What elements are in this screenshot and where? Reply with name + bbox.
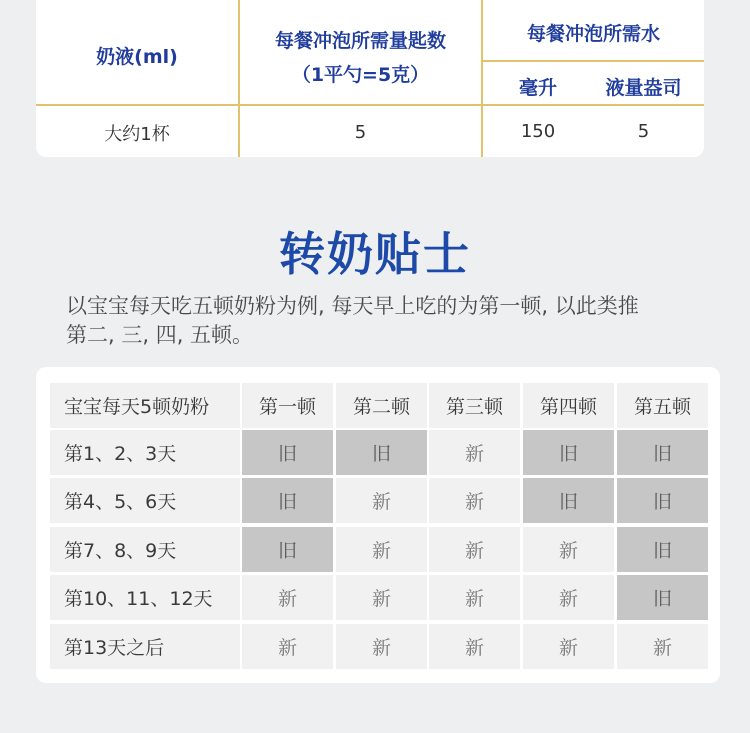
schedule-cell-new: 新 [429, 624, 520, 669]
feeding-table [36, 0, 704, 157]
schedule-header-meal: 第五顿 [617, 383, 708, 428]
schedule-header-meal: 第二顿 [336, 383, 427, 428]
schedule-cell-new: 新 [429, 527, 520, 572]
schedule-cell-new: 新 [242, 624, 333, 669]
schedule-cell-new: 新 [336, 624, 427, 669]
schedule-cell-old: 旧 [617, 478, 708, 523]
schedule-cell-new: 新 [523, 575, 614, 620]
schedule-cell-old: 旧 [523, 478, 614, 523]
schedule-header-meal: 第三顿 [429, 383, 520, 428]
schedule-cell-old: 旧 [523, 430, 614, 475]
schedule-cell-old: 旧 [336, 430, 427, 475]
schedule-cell-new: 新 [429, 478, 520, 523]
col-header-water: 每餐冲泡所需水 [526, 23, 660, 45]
feeding-table-divider [481, 60, 704, 62]
cell-ml: 150 [520, 121, 556, 142]
schedule-row-label: 第10、11、12天 [50, 575, 240, 620]
schedule-cell-new: 新 [617, 624, 708, 669]
tips-description [66, 292, 706, 350]
schedule-cell-new: 新 [429, 430, 520, 475]
schedule-cell-new: 新 [429, 575, 520, 620]
schedule-cell-old: 旧 [617, 430, 708, 475]
schedule-cell-new: 新 [336, 575, 427, 620]
schedule-cell-old: 旧 [242, 527, 333, 572]
schedule-header-meal: 第一顿 [242, 383, 333, 428]
schedule-row-label: 第1、2、3天 [50, 430, 240, 475]
col-header-milk-volume: 奶液(ml) [96, 46, 178, 68]
feeding-table-divider [36, 104, 704, 106]
schedule-row-label: 第4、5、6天 [50, 478, 240, 523]
schedule-cell-old: 旧 [617, 575, 708, 620]
schedule-cell-new: 新 [336, 478, 427, 523]
tips-description-line: 第二, 三, 四, 五顿。 [66, 323, 254, 347]
schedule-cell-old: 旧 [242, 478, 333, 523]
col-header-scoops: 每餐冲泡所需量匙数 [274, 30, 446, 52]
cell-amount: 大约1杯 [104, 124, 170, 145]
schedule-cell-new: 新 [336, 527, 427, 572]
schedule-cell-old: 旧 [242, 430, 333, 475]
schedule-header-meal: 第四顿 [523, 383, 614, 428]
col-subheader-oz: 液量盎司 [605, 77, 682, 99]
schedule-cell-old: 旧 [617, 527, 708, 572]
tips-description-line: 以宝宝每天吃五顿奶粉为例, 每天早上吃的为第一顿, 以此类推 [66, 294, 639, 318]
schedule-row-label: 第7、8、9天 [50, 527, 240, 572]
cell-oz: 5 [637, 121, 650, 142]
schedule-table [36, 367, 720, 683]
cell-scoops: 5 [354, 122, 367, 143]
col-subheader-ml: 毫升 [518, 77, 557, 99]
schedule-row-label: 第13天之后 [50, 624, 240, 669]
schedule-header-label: 宝宝每天5顿奶粉 [50, 383, 240, 428]
schedule-cell-new: 新 [523, 527, 614, 572]
page-title: 转奶贴士 [279, 227, 471, 281]
schedule-cell-new: 新 [242, 575, 333, 620]
schedule-cell-new: 新 [523, 624, 614, 669]
col-header-scoops-note: （1平勺=5克） [291, 64, 430, 86]
